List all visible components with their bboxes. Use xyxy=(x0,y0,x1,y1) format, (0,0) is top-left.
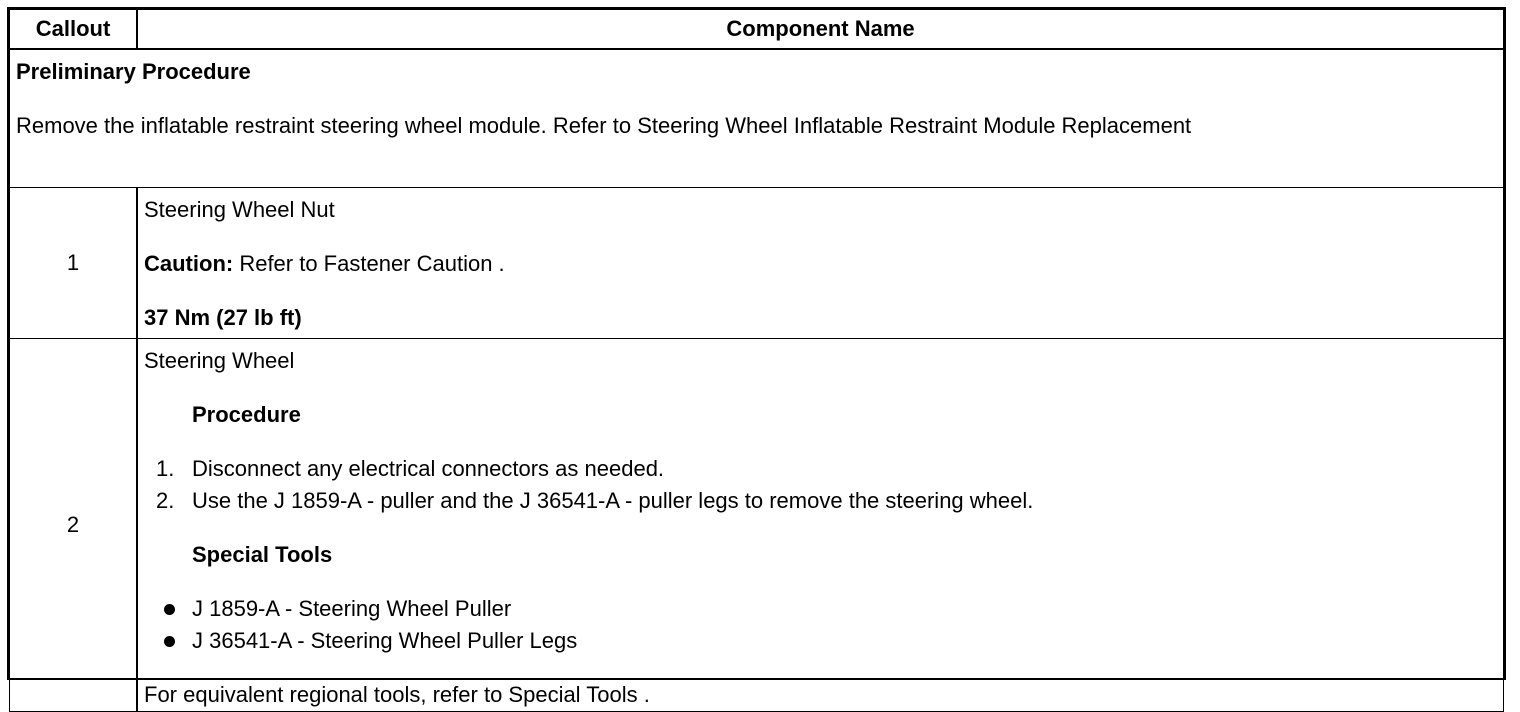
step-number: 2. xyxy=(156,488,175,513)
component-table xyxy=(9,9,1504,712)
header-component-name: Component Name xyxy=(137,10,1504,50)
table-header-row xyxy=(10,10,1504,50)
preliminary-title: Preliminary Procedure xyxy=(16,59,251,84)
procedure-steps xyxy=(144,453,1497,517)
special-tools-list xyxy=(144,593,1497,657)
preliminary-row xyxy=(10,49,1504,188)
procedure-step xyxy=(144,485,1497,517)
step-text: Disconnect any electrical connectors as needed. xyxy=(192,456,665,481)
tool-item xyxy=(144,625,1497,657)
procedure-step xyxy=(144,453,1497,485)
tool-text: J 1859-A - Steering Wheel Puller xyxy=(192,596,512,621)
tool-item xyxy=(144,593,1497,625)
caution-line xyxy=(144,248,1497,280)
header-callout: Callout xyxy=(10,10,138,50)
component-table-frame xyxy=(7,7,1506,707)
bullet-icon xyxy=(164,636,175,647)
torque-spec: 37 Nm (27 lb ft) xyxy=(144,305,302,330)
preliminary-text: Remove the inflatable restraint steering wheel module. Refer to Steering Wheel Inflatable Restraint Module Replacement xyxy=(16,113,1192,138)
step-number: 1. xyxy=(156,456,175,481)
step-text: Use the J 1859-A - puller and the J 36541-A - puller legs to remove the steering wheel. xyxy=(192,488,1034,513)
regional-tools-note: For equivalent regional tools, refer to Special Tools . xyxy=(144,682,650,707)
special-tools-title: Special Tools xyxy=(192,542,333,567)
component-name: Steering Wheel Nut xyxy=(144,197,335,222)
procedure-title: Procedure xyxy=(192,402,301,427)
component-cell xyxy=(137,339,1504,712)
caution-text: Refer to Fastener Caution . xyxy=(233,251,505,276)
bullet-icon xyxy=(164,604,175,615)
callout-number: 1 xyxy=(10,188,138,339)
preliminary-cell xyxy=(10,49,1504,188)
component-cell xyxy=(137,188,1504,339)
table-row xyxy=(10,339,1504,712)
component-name: Steering Wheel xyxy=(144,348,295,373)
callout-number: 2 xyxy=(10,339,138,712)
tool-text: J 36541-A - Steering Wheel Puller Legs xyxy=(192,628,578,653)
caution-label: Caution: xyxy=(144,251,234,276)
table-row xyxy=(10,188,1504,339)
